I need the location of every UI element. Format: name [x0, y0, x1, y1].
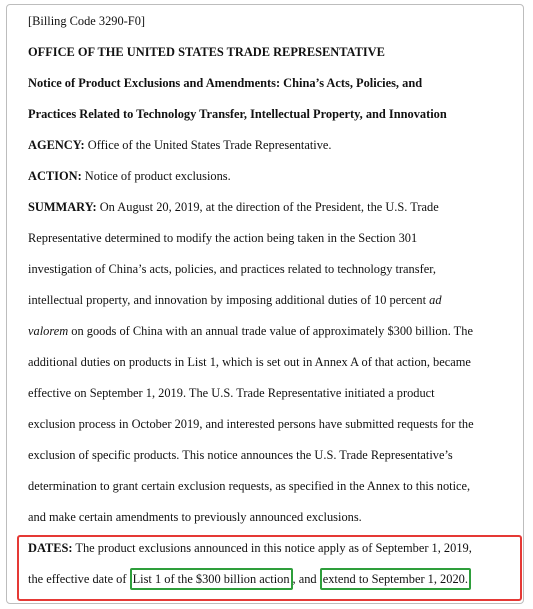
- dates-text-prefix: the effective date of: [28, 572, 130, 586]
- dates-text-mid: , and: [292, 572, 320, 586]
- dates-text-1: The product exclusions announced in this notice apply as of September 1, 2019,: [72, 541, 472, 555]
- summary-line-11: and make certain amendments to previously announced exclusions.: [28, 510, 362, 524]
- billing-code: [Billing Code 3290-F0]: [28, 14, 146, 28]
- agency-text: Office of the United States Trade Representative.: [84, 138, 332, 152]
- summary-text-4: intellectual property, and innovation by imposing additional duties of 10 percent: [28, 293, 430, 307]
- summary-line-5: [28, 316, 524, 347]
- summary-line-9: exclusion of specific products. This notice announces the U.S. Trade Representative’s: [28, 448, 453, 462]
- action-line: [28, 161, 524, 192]
- title-line-1: Notice of Product Exclusions and Amendments: China’s Acts, Policies, and: [28, 76, 423, 90]
- document-body: [28, 6, 524, 595]
- agency-label: AGENCY:: [28, 138, 85, 152]
- dates-line-1: [28, 533, 524, 564]
- agency-line: [28, 130, 524, 161]
- title-line-2: Practices Related to Technology Transfer, Intellectual Property, and Innovation: [28, 107, 447, 121]
- summary-italic-ad: ad: [429, 293, 442, 307]
- summary-line-10: determination to grant certain exclusion requests, as specified in the Annex to this notice,: [28, 479, 471, 493]
- summary-italic-valorem: valorem: [28, 324, 69, 338]
- summary-line-8: exclusion process in October 2019, and interested persons have submitted requests for the: [28, 417, 474, 431]
- summary-line-6: additional duties on products in List 1, which is set out in Annex A of that action, became: [28, 355, 471, 369]
- highlight-list-1-action: List 1 of the $300 billion action: [130, 568, 293, 590]
- summary-line-2: Representative determined to modify the action being taken in the Section 301: [28, 231, 418, 245]
- summary-text-5: on goods of China with an annual trade value of approximately $300 billion. The: [68, 324, 473, 338]
- summary-line-1: [28, 192, 524, 223]
- action-text: Notice of product exclusions.: [81, 169, 231, 183]
- highlight-extend-date: extend to September 1, 2020.: [320, 568, 471, 590]
- summary-text-1: On August 20, 2019, at the direction of the President, the U.S. Trade: [96, 200, 439, 214]
- office-heading: OFFICE OF THE UNITED STATES TRADE REPRESENTATIVE: [28, 45, 385, 59]
- summary-line-4: [28, 285, 524, 316]
- summary-line-3: investigation of China’s acts, policies, and practices related to technology transfer,: [28, 262, 436, 276]
- summary-label: SUMMARY:: [28, 200, 97, 214]
- dates-label: DATES:: [28, 541, 73, 555]
- dates-line-2: [28, 564, 524, 595]
- summary-line-7: effective on September 1, 2019. The U.S. Trade Representative initiated a product: [28, 386, 435, 400]
- action-label: ACTION:: [28, 169, 82, 183]
